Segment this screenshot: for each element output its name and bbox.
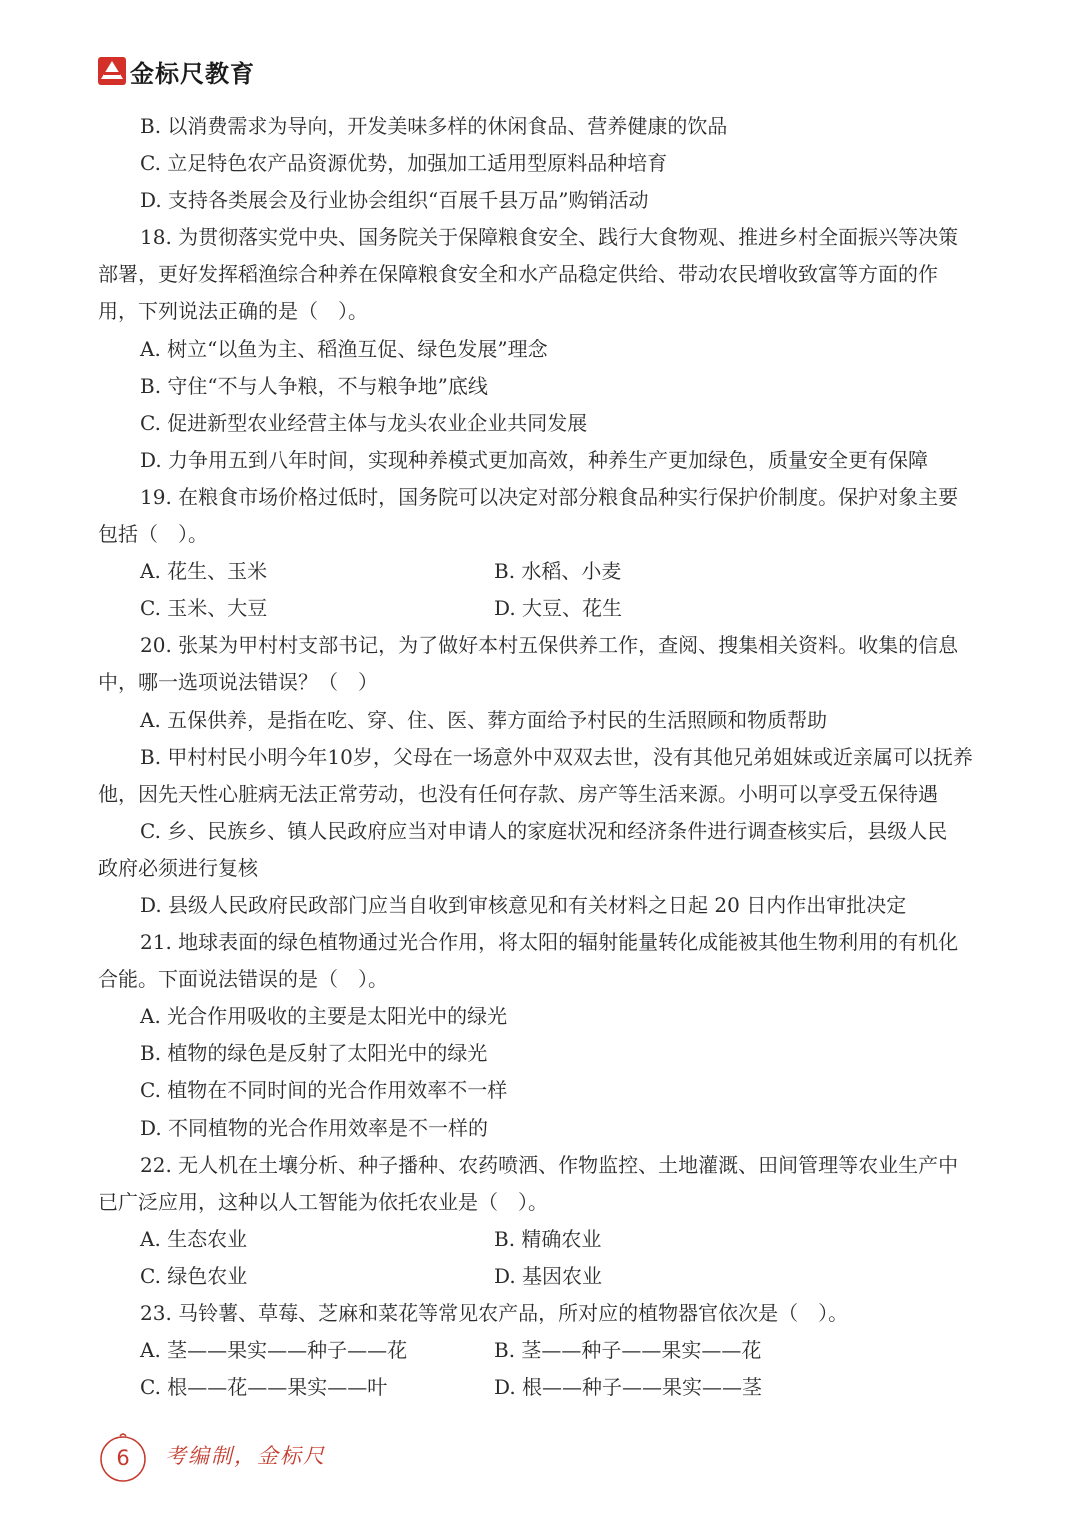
text-line: 18. 为贯彻落实党中央、国务院关于保障粮食安全、践行大食物观、推进乡村全面振兴等决策 [140, 225, 959, 250]
text-line: D. 支持各类展会及行业协会组织“百展千县万品”购销活动 [140, 188, 649, 213]
option-right: D. 大豆、花生 [494, 596, 623, 621]
option-left: C. 绿色农业 [140, 1263, 248, 1288]
brand-logo [98, 56, 255, 86]
footer-slogan: 考编制，金标尺 [165, 1444, 326, 1468]
text-line: D. 力争用五到八年时间，实现种养模式更加高效，种养生产更加绿色，质量安全更有保障 [140, 447, 929, 472]
text-line: C. 乡、民族乡、镇人民政府应当对申请人的家庭状况和经济条件进行调查核实后，县级人民 [140, 818, 948, 843]
text-line: D. 不同植物的光合作用效率是不一样的 [140, 1115, 489, 1140]
text-line: 中，哪一选项说法错误？（ ） [98, 670, 378, 695]
text-line: A. 光合作用吸收的主要是太阳光中的绿光 [140, 1004, 508, 1029]
option-left: C. 玉米、大豆 [140, 596, 268, 621]
option-left: A. 茎——果实——种子——花 [140, 1338, 408, 1363]
option-left: A. 花生、玉米 [140, 559, 268, 584]
option-right: D. 根——种子——果实——茎 [494, 1375, 763, 1400]
text-line: C. 促进新型农业经营主体与龙头农业企业共同发展 [140, 410, 588, 435]
text-line: B. 以消费需求为导向，开发美味多样的休闲食品、营养健康的饮品 [140, 114, 728, 138]
text-line: 合能。下面说法错误的是（ ）。 [98, 967, 388, 992]
option-row [98, 1221, 982, 1258]
text-line: 他，因先天性心脏病无法正常劳动，也没有任何存款、房产等生活来源。小明可以享受五保待遇 [98, 781, 938, 806]
option-left: C. 根——花——果实——叶 [140, 1375, 388, 1400]
text-line: 19. 在粮食市场价格过低时，国务院可以决定对部分粮食品种实行保护价制度。保护对象主要 [140, 484, 959, 509]
option-right: B. 茎——种子——果实——花 [494, 1338, 762, 1363]
text-line: 20. 张某为甲村村支部书记，为了做好本村五保供养工作，查阅、搜集相关资料。收集的信息 [140, 633, 959, 658]
option-left: A. 生态农业 [140, 1226, 248, 1251]
text-line: C. 立足特色农产品资源优势，加强加工适用型原料品种培育 [140, 151, 668, 176]
text-line: 部署，更好发挥稻渔综合种养在保障粮食安全和水产品稳定供给、带动农民增收致富等方面的作 [98, 262, 938, 287]
option-row [98, 1332, 982, 1369]
option-row [98, 553, 982, 590]
text-line: 21. 地球表面的绿色植物通过光合作用，将太阳的辐射能量转化成能被其他生物利用的有机化 [140, 930, 959, 955]
text-line: B. 甲村村民小明今年10岁，父母在一场意外中双双去世，没有其他兄弟姐妹或近亲属可以抚养 [140, 744, 973, 769]
brand-name: 金标尺教育 [130, 59, 255, 88]
option-right: B. 水稻、小麦 [494, 559, 622, 584]
page-number-badge [98, 1433, 148, 1483]
text-line: A. 五保供养，是指在吃、穿、住、医、葬方面给予村民的生活照顾和物质帮助 [140, 707, 828, 732]
text-line: 包括（ ）。 [98, 522, 208, 547]
text-line: 23. 马铃薯、草莓、芝麻和菜花等常见农产品，所对应的植物器官依次是（ ）。 [140, 1301, 849, 1325]
option-right: B. 精确农业 [494, 1226, 602, 1251]
text-line: A. 树立“以鱼为主、稻渔互促、绿色发展”理念 [140, 336, 548, 361]
text-line: 22. 无人机在土壤分析、种子播种、农药喷洒、作物监控、土地灌溉、田间管理等农业生产中 [140, 1152, 959, 1177]
option-right: D. 基因农业 [494, 1263, 603, 1288]
option-row [98, 590, 982, 627]
text-line: B. 守住“不与人争粮，不与粮争地”底线 [140, 373, 488, 398]
page-number: 6 [116, 1446, 130, 1470]
text-line: 政府必须进行复核 [98, 855, 258, 880]
question-content [98, 108, 982, 1406]
option-row [98, 1258, 982, 1295]
text-line: B. 植物的绿色是反射了太阳光中的绿光 [140, 1041, 488, 1066]
option-row [98, 1369, 982, 1406]
text-line: D. 县级人民政府民政部门应当自收到审核意见和有关材料之日起 20 日内作出审批决定 [140, 892, 907, 917]
text-line: C. 植物在不同时间的光合作用效率不一样 [140, 1078, 508, 1103]
text-line: 用，下列说法正确的是（ ）。 [98, 299, 368, 324]
brand-logo-icon [98, 57, 126, 85]
text-line: 已广泛应用，这种以人工智能为依托农业是（ ）。 [98, 1189, 548, 1214]
